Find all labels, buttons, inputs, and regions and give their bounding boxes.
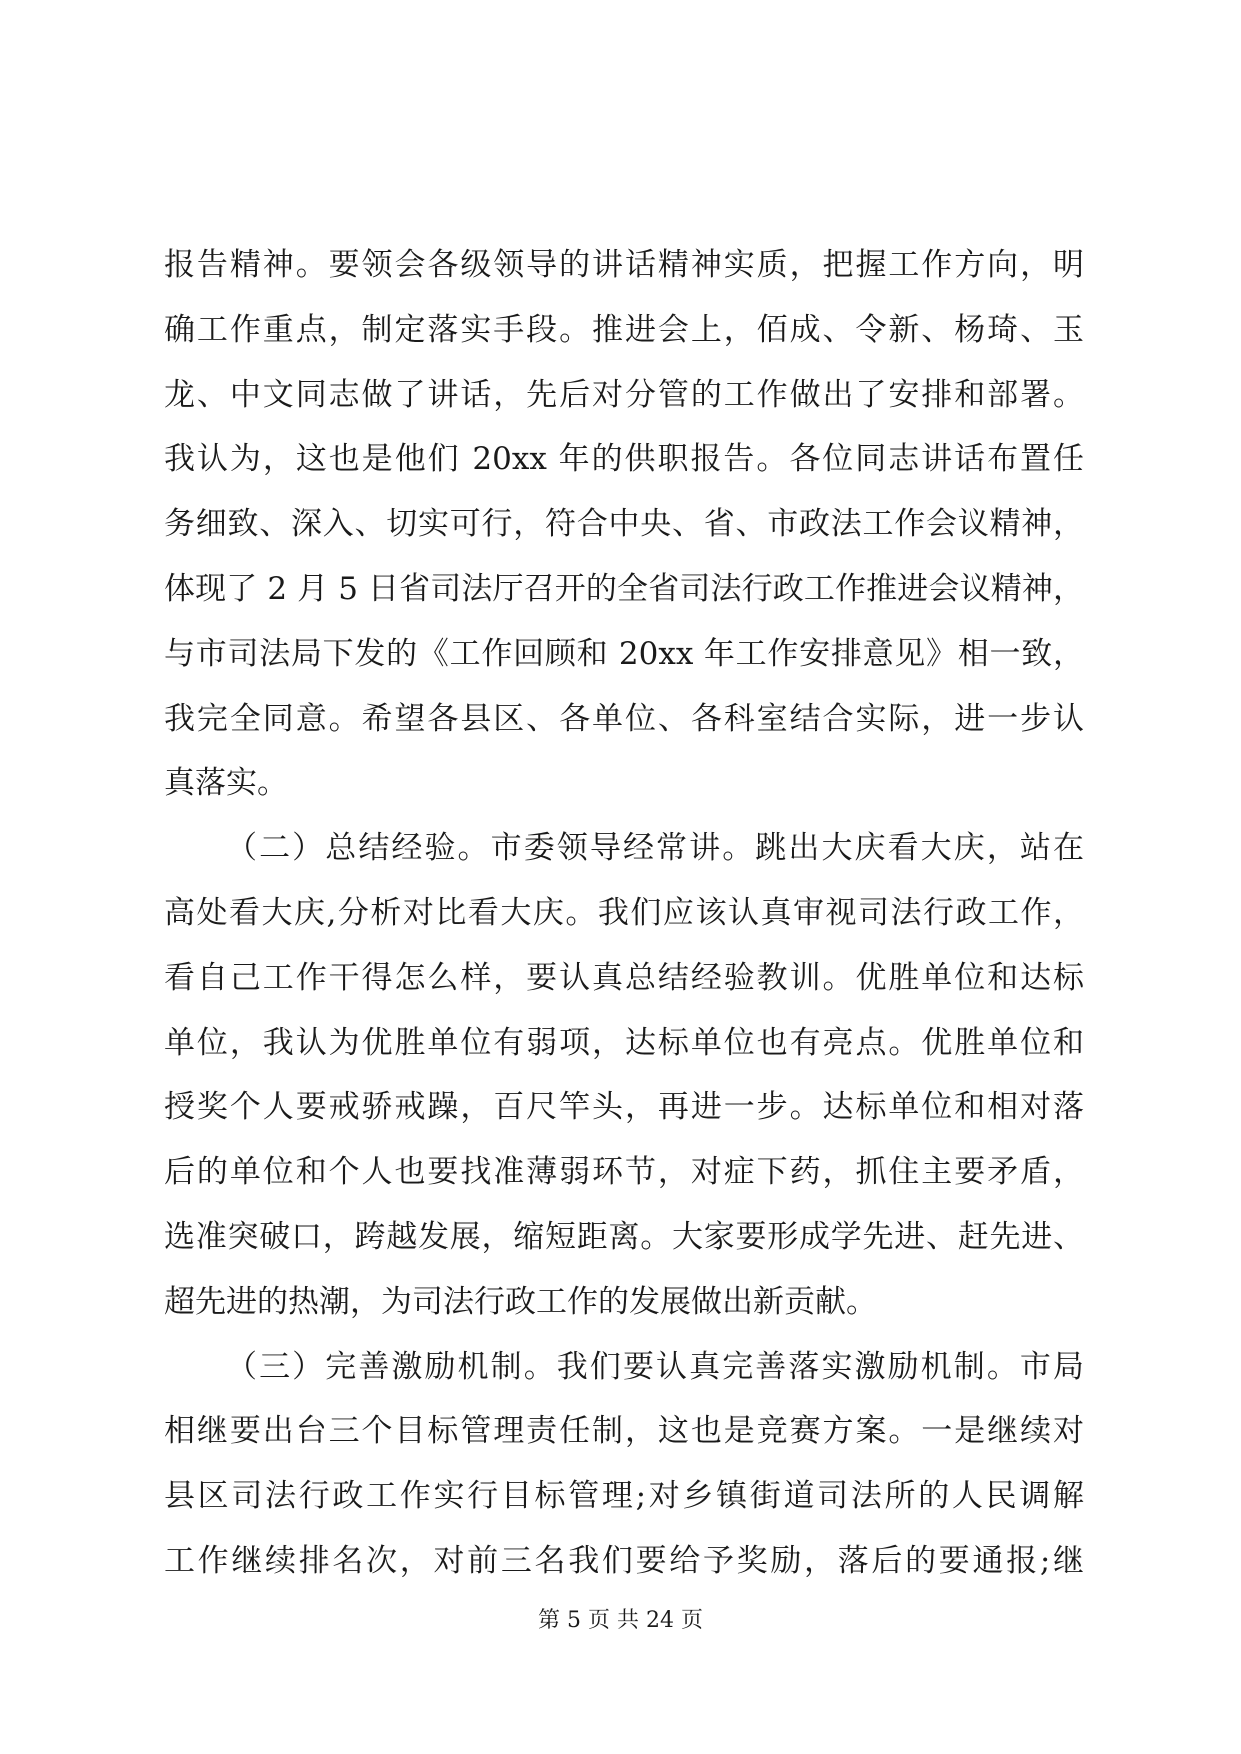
text-line: 务细致、深入、切实可行，符合中央、省、市政法工作会议精神， [164, 506, 1084, 543]
section-heading-line: （三）完善激励机制。我们要认真完善落实激励机制。市局 [226, 1348, 1084, 1385]
text-line: 选准突破口，跨越发展，缩短距离。大家要形成学先进、赶先进、 [164, 1218, 1084, 1255]
text-line: 与市司法局下发的《工作回顾和 20xx 年工作安排意见》相一致， [164, 635, 1084, 672]
text-line: 相继要出台三个目标管理责任制，这也是竞赛方案。一是继续对 [164, 1413, 1084, 1450]
text-line: 授奖个人要戒骄戒躁，百尺竿头，再进一步。达标单位和相对落 [164, 1089, 1084, 1126]
text-line: 体现了 2 月 5 日省司法厅召开的全省司法行政工作推进会议精神， [164, 570, 1084, 607]
text-line: 龙、中文同志做了讲话，先后对分管的工作做出了安排和部署。 [164, 376, 1084, 413]
text-line: 真落实。 [164, 765, 288, 802]
text-line: 看自己工作干得怎么样，要认真总结经验教训。优胜单位和达标 [164, 959, 1084, 996]
text-line: 确工作重点，制定落实手段。推进会上，佰成、令新、杨琦、玉 [164, 311, 1084, 348]
text-line: 县区司法行政工作实行目标管理;对乡镇街道司法所的人民调解 [164, 1478, 1084, 1515]
text-line: 高处看大庆,分析对比看大庆。我们应该认真审视司法行政工作， [164, 894, 1084, 931]
text-line: 单位，我认为优胜单位有弱项，达标单位也有亮点。优胜单位和 [164, 1024, 1084, 1061]
page-number-footer: 第 5 页 共 24 页 [538, 1608, 703, 1633]
section-heading-line: （二）总结经验。市委领导经常讲。跳出大庆看大庆，站在 [226, 830, 1084, 867]
text-line: 我认为，这也是他们 20xx 年的供职报告。各位同志讲话布置任 [164, 441, 1084, 478]
text-line: 后的单位和个人也要找准薄弱环节，对症下药，抓住主要矛盾， [164, 1154, 1084, 1191]
text-line: 工作继续排名次，对前三名我们要给予奖励，落后的要通报;继 [164, 1542, 1084, 1579]
text-line: 报告精神。要领会各级领导的讲话精神实质，把握工作方向，明 [164, 247, 1084, 283]
text-line: 我完全同意。希望各县区、各单位、各科室结合实际，进一步认 [164, 700, 1084, 737]
body-text [164, 233, 1084, 1594]
text-line: 超先进的热潮，为司法行政工作的发展做出新贡献。 [164, 1283, 877, 1320]
